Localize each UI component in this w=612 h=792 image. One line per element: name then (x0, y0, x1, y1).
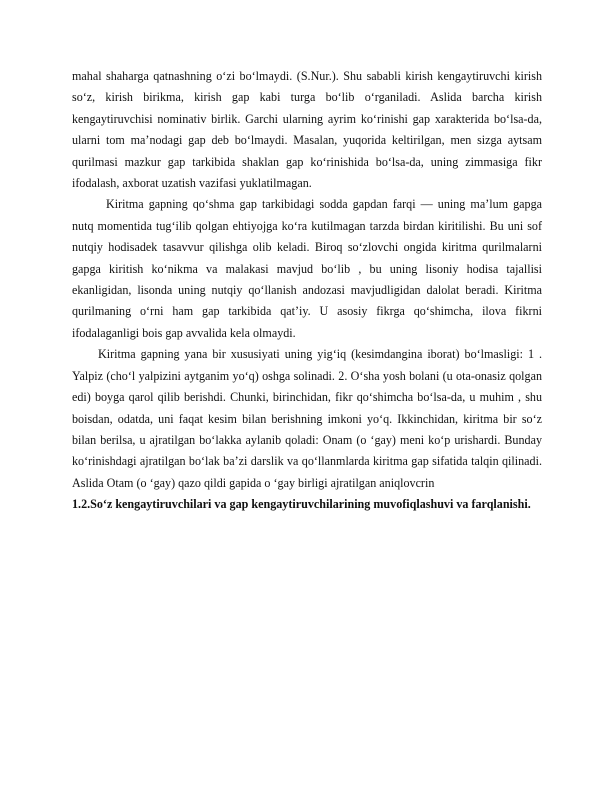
section-heading: 1.2.So‘z kengaytiruvchilari va gap kengaytiruvchilarining muvofiqlashuvi va farqlanishi. (72, 497, 531, 512)
paragraph-2: Kiritma gapning qo‘shma gap tarkibidagi sodda gapdan farqi — uning ma’lum gapga nutq momentida tug‘ilib qolgan ehtiyojga ko‘ra kutilmagan tarzda birdan kiritilishi. Bu uni sof nutqiy hodisadek tasavvur qilishga olib keladi. Biroq so‘zlovchi ongida kiritma qurilmalarni gapga kiritish ko‘nikma va malakasi mavjud bo‘lib , bu uning lisoniy hodisa tajallisi ekanligidan, lisonda uning nutqiy qo‘llanish andozasi mavjudligidan dalolat beradi. Kiritma qurilmaning o‘rni ham gap tarkibida qat’iy. U asosiy fikrga qo‘shimcha, ilova fikrni ifodalaganligi bois gap avvalida kela olmaydi. (72, 197, 542, 340)
paragraph-3: Kiritma gapning yana bir xususiyati uning yig‘iq (kesimdangina iborat) bo‘lmasligi: 1 . Yalpiz (cho‘l yalpizini aytganim yo‘q) oshga solinadi. 2. O‘sha yosh bolani (u ota-onasiz qolgan edi) boyga qarol qilib berishdi. Chunki, birinchidan, fikr qo‘shimcha bo‘lsa-da, u muhim , shu boisdan, odatda, uni faqat kesim bilan berishning imkoni yo‘q. Ikkinchidan, kiritma bir so‘z bilan berilsa, u ajratilgan bo‘lakka aylanib qoladi: Onam (o ‘gay) meni ko‘p urishardi. Bunday ko‘rinishdagi ajratilgan bo‘lak ba’zi darslik va qo‘llanmlarda kiritma gap sifatida talqin qilinadi. Aslida Otam (o ‘gay) qazo qildi gapida o ‘gay birligi ajratilgan aniqlovcrin (72, 347, 542, 490)
paragraph-1: mahal shaharga qatnashning o‘zi bo‘lmaydi. (S.Nur.). Shu sababli kirish kengaytiruvchi kirish so‘z, kirish birikma, kirish gap kabi turga bo‘lib o‘rganiladi. Aslida barcha kirish kengaytiruvchisi nominativ birlik. Garchi ularning ayrim ko‘rinishi gap xarakterida bo‘lsa-da, ularni tom ma’nodagi gap deb bo‘lmaydi. Masalan, yuqorida keltirilgan, men sizga aytsam qurilmasi mazkur gap tarkibida shaklan gap ko‘rinishida bo‘lsa-da, uning zimmasiga fikr ifodalash, axborat uzatish vazifasi yuklatilmagan. (72, 69, 542, 191)
document-page (72, 66, 542, 516)
